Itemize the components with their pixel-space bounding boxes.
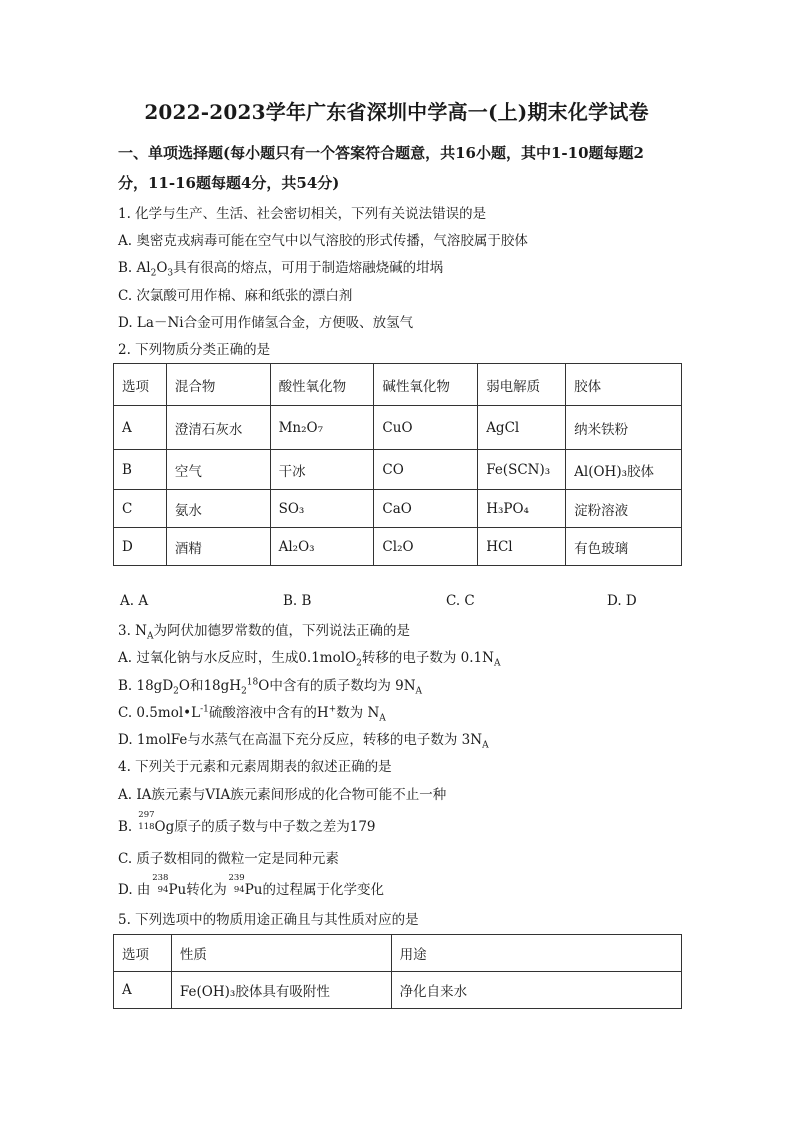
q2-answer-a: A. A [120,593,149,609]
q2-table-cell: AgCl [478,406,566,450]
q3-option-b: B. $18gD_2O$和$18gH_2^{18}O$中含有的质子数均为 $9N_A$ [118,677,423,697]
q2-table-cell: 氨水 [166,490,270,528]
q5-table-cell: A [114,972,172,1009]
q2-table-cell: CaO [374,490,478,528]
q2-table-cell: 空气 [166,450,270,490]
q2-table-header-row [114,364,682,406]
q2-table-header-cell: 碱性氧化物 [374,364,478,406]
q5-property-use-table [113,934,682,1009]
pu239-nuclide-symbol: 239 94 [228,873,245,895]
q2-table-row [114,450,682,490]
q2-table-cell: 干冰 [270,450,374,490]
q2-stem: 2. 下列物质分类正确的是 [118,342,271,358]
section-heading-line1: 一、单项选择题(每小题只有一个答案符合题意，共16小题，其中1-10题每题2 [118,144,644,162]
q2-table-header-cell: 酸性氧化物 [270,364,374,406]
q3-option-a: A. 过氧化钠与水反应时，生成0.1molO$_2$转移的电子数为 $0.1N_A$ [118,650,501,669]
section-heading-line2: 分，11-16题每题4分，共54分) [118,174,340,192]
q2-table-cell: HCl [478,528,566,566]
q5-table-cell: Fe(OH)₃胶体具有吸附性 [171,972,391,1009]
q2-table-row [114,490,682,528]
q2-answer-d: D. D [607,593,637,609]
q2-table-cell: A [114,406,167,450]
q1-option-c: C. 次氯酸可用作棉、麻和纸张的漂白剂 [118,288,353,304]
q2-table-cell: 酒精 [166,528,270,566]
q2-table-header-cell: 混合物 [166,364,270,406]
q5-table-header-row [114,935,682,972]
q5-table-cell: 净化自来水 [391,972,681,1009]
q2-table-cell: 澄清石灰水 [166,406,270,450]
q2-table-row [114,406,682,450]
q2-table-cell: 淀粉溶液 [566,490,682,528]
q2-table-cell: B [114,450,167,490]
q2-answer-c: C. C [446,593,475,609]
q2-table-header-cell: 胶体 [566,364,682,406]
q1-option-b: B. $Al_2O_3$具有很高的熔点，可用于制造熔融烧碱的坩埚 [118,260,444,279]
q4-option-c: C. 质子数相同的微粒一定是同种元素 [118,851,339,867]
q2-table-cell: D [114,528,167,566]
q5-stem: 5. 下列选项中的物质用途正确且与其性质对应的是 [118,912,419,928]
q2-answer-b: B. B [283,593,312,609]
q4-option-a: A. IA族元素与VIA族元素间形成的化合物可能不止一种 [118,787,447,803]
q2-classification-table [113,363,682,566]
q2-table-cell: 有色玻璃 [566,528,682,566]
q2-table-cell: Al₂O₃ [270,528,374,566]
q2-table-cell: CuO [374,406,478,450]
q5-table-header-cell: 选项 [114,935,172,972]
q4-stem: 4. 下列关于元素和元素周期表的叙述正确的是 [118,759,392,775]
q2-table-cell: Mn₂O₇ [270,406,374,450]
q2-table-cell: H₃PO₄ [478,490,566,528]
page-title: 2022-2023学年广东省深圳中学高一(上)期末化学试卷 [144,100,649,124]
q2-table-cell: Al(OH)₃胶体 [566,450,682,490]
q3-option-d: D. 1molFe与水蒸气在高温下充分反应，转移的电子数为 $3N_A$ [118,732,489,751]
q2-table-header-cell: 弱电解质 [478,364,566,406]
q2-table-cell: CO [374,450,478,490]
q1-option-d: D. La－Ni合金可用作储氢合金，方便吸、放氢气 [118,315,414,331]
q2-table-row [114,528,682,566]
q3-stem: 3. $N_A$为阿伏加德罗常数的值，下列说法正确的是 [118,623,410,642]
q5-table-row [114,972,682,1009]
q4-option-d: D. 由 238 94 Pu转化为 239 94 Pu的过程属于化学变化 [118,873,384,898]
q4-option-b: B. 297 118 Og原子的质子数与中子数之差为179 [118,810,376,835]
q2-table-cell: Cl₂O [374,528,478,566]
q2-table-cell: C [114,490,167,528]
q5-table-header-cell: 用途 [391,935,681,972]
q2-table-header-cell: 选项 [114,364,167,406]
og-nuclide-symbol: 297 118 [138,810,155,832]
q1-option-a: A. 奥密克戎病毒可能在空气中以气溶胶的形式传播，气溶胶属于胶体 [118,233,528,249]
q2-table-cell: 纳米铁粉 [566,406,682,450]
q2-table-cell: SO₃ [270,490,374,528]
pu238-nuclide-symbol: 238 94 [152,873,169,895]
q5-table-header-cell: 性质 [171,935,391,972]
q3-option-c: C. $0.5mol•L^{-1}$硫酸溶液中含有的H+数为 $N_A$ [118,704,386,724]
q2-table-cell: Fe(SCN)₃ [478,450,566,490]
q1-stem: 1. 化学与生产、生活、社会密切相关，下列有关说法错误的是 [118,206,487,222]
